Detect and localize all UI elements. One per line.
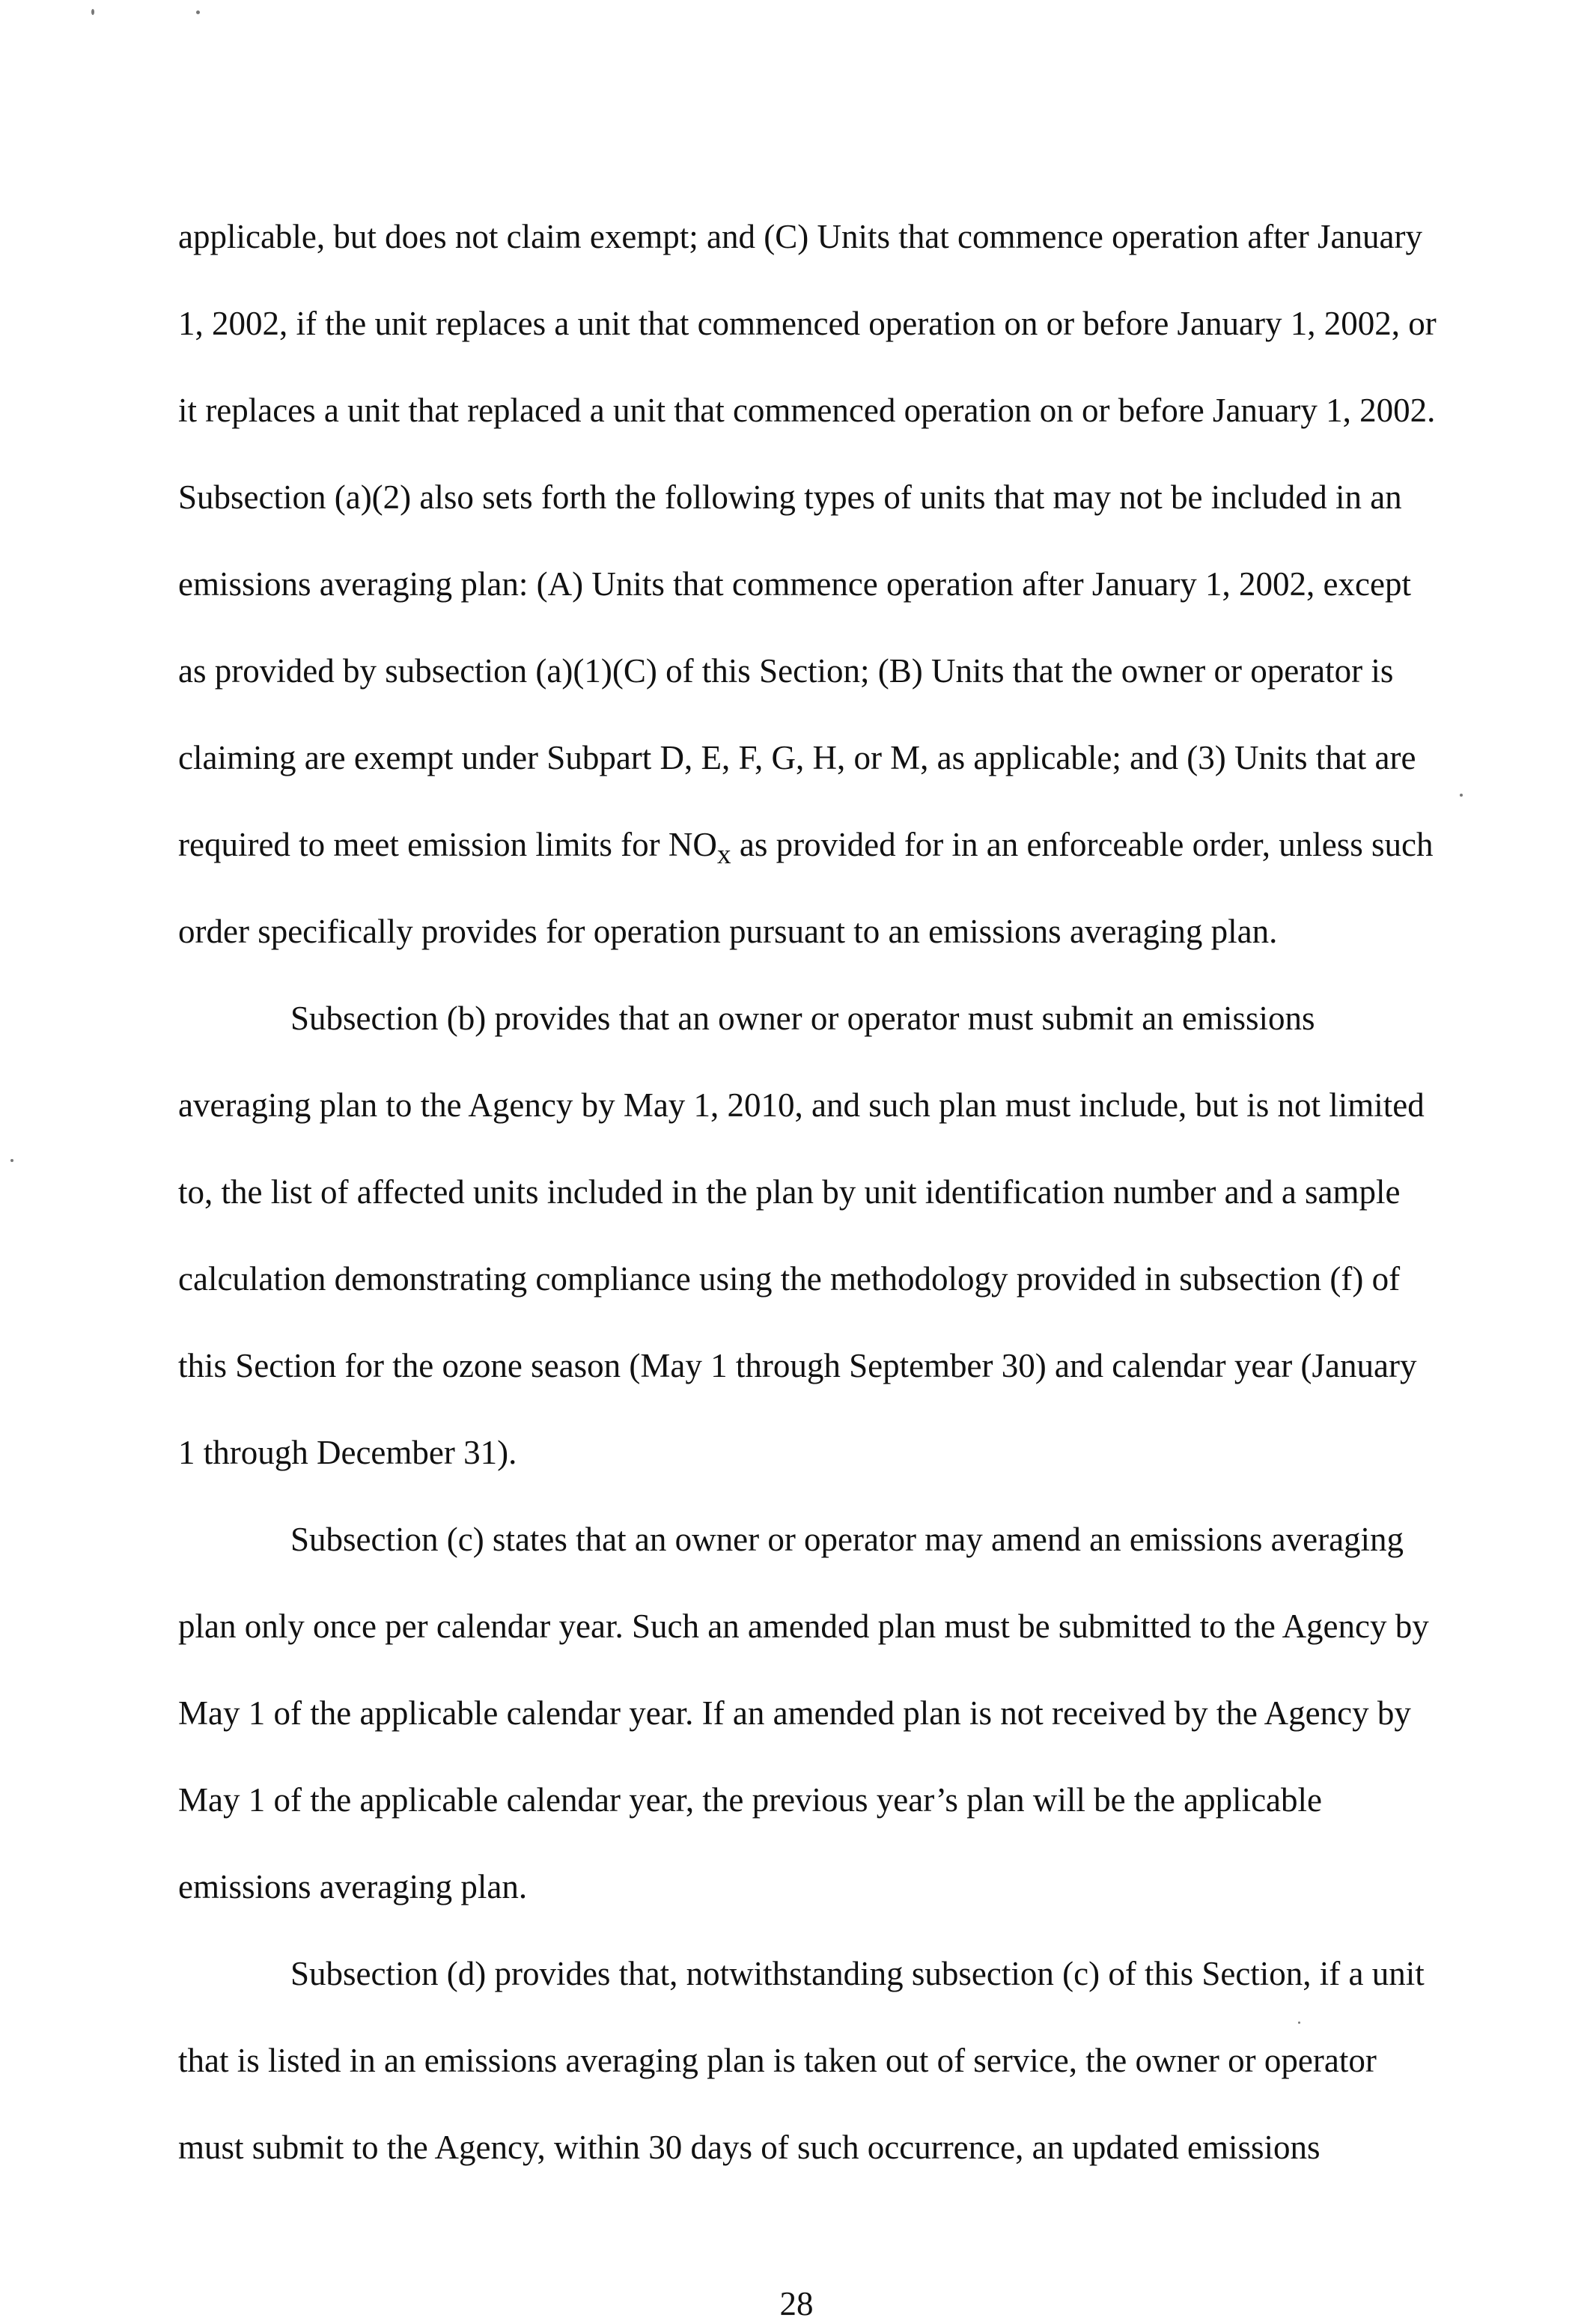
scan-speck	[91, 9, 94, 15]
text-line: emissions averaging plan.	[178, 1868, 528, 1905]
paragraph-start-subsection-c: Subsection (c) states that an owner or operator may amend an emissions averaging	[290, 1521, 1404, 1558]
paragraph-start-subsection-b: Subsection (b) provides that an owner or operator must submit an emissions	[290, 1000, 1315, 1037]
text-line: claiming are exempt under Subpart D, E, F, G, H, or M, as applicable; and (3) Units that are	[178, 739, 1416, 776]
scan-speck	[10, 1159, 13, 1162]
nox-text-before: required to meet emission limits for NO	[178, 826, 717, 863]
text-line: to, the list of affected units included in the plan by unit identification number and a sample	[178, 1173, 1401, 1211]
page-number: 28	[779, 2285, 814, 2323]
text-line: Subsection (a)(2) also sets forth the following types of units that may not be included in an	[178, 478, 1402, 516]
text-line: May 1 of the applicable calendar year, the previous year’s plan will be the applicable	[178, 1781, 1323, 1819]
text-line: May 1 of the applicable calendar year. If an amended plan is not received by the Agency by	[178, 1694, 1411, 1732]
text-line-nox	[178, 801, 1593, 888]
text-line: order specifically provides for operation pursuant to an emissions averaging plan.	[178, 913, 1278, 950]
text-line: averaging plan to the Agency by May 1, 2010, and such plan must include, but is not limited	[178, 1086, 1425, 1124]
text-line: 1 through December 31).	[178, 1434, 517, 1471]
text-line: it replaces a unit that replaced a unit that commenced operation on or before January 1, 2002.	[178, 392, 1436, 429]
text-line: as provided by subsection (a)(1)(C) of this Section; (B) Units that the owner or operator is	[178, 652, 1394, 690]
nox-text-after: as provided for in an enforceable order, unless such	[731, 826, 1434, 863]
text-line: calculation demonstrating compliance using the methodology provided in subsection (f) of	[178, 1260, 1401, 1298]
text-line: applicable, but does not claim exempt; and (C) Units that commence operation after January	[178, 218, 1422, 255]
body-text	[178, 193, 1593, 2191]
scan-speck	[196, 10, 200, 14]
text-line: 1, 2002, if the unit replaces a unit that commenced operation on or before January 1, 2002, or	[178, 305, 1437, 342]
paragraph-start-subsection-d: Subsection (d) provides that, notwithstanding subsection (c) of this Section, if a unit	[290, 1955, 1425, 1992]
text-line: must submit to the Agency, within 30 days of such occurrence, an updated emissions	[178, 2129, 1321, 2166]
text-line: that is listed in an emissions averaging plan is taken out of service, the owner or operator	[178, 2042, 1377, 2079]
text-line: emissions averaging plan: (A) Units that commence operation after January 1, 2002, except	[178, 565, 1411, 603]
text-line: this Section for the ozone season (May 1 through September 30) and calendar year (January	[178, 1347, 1417, 1384]
text-line: plan only once per calendar year. Such an amended plan must be submitted to the Agency by	[178, 1607, 1429, 1645]
nox-subscript: x	[716, 839, 731, 870]
